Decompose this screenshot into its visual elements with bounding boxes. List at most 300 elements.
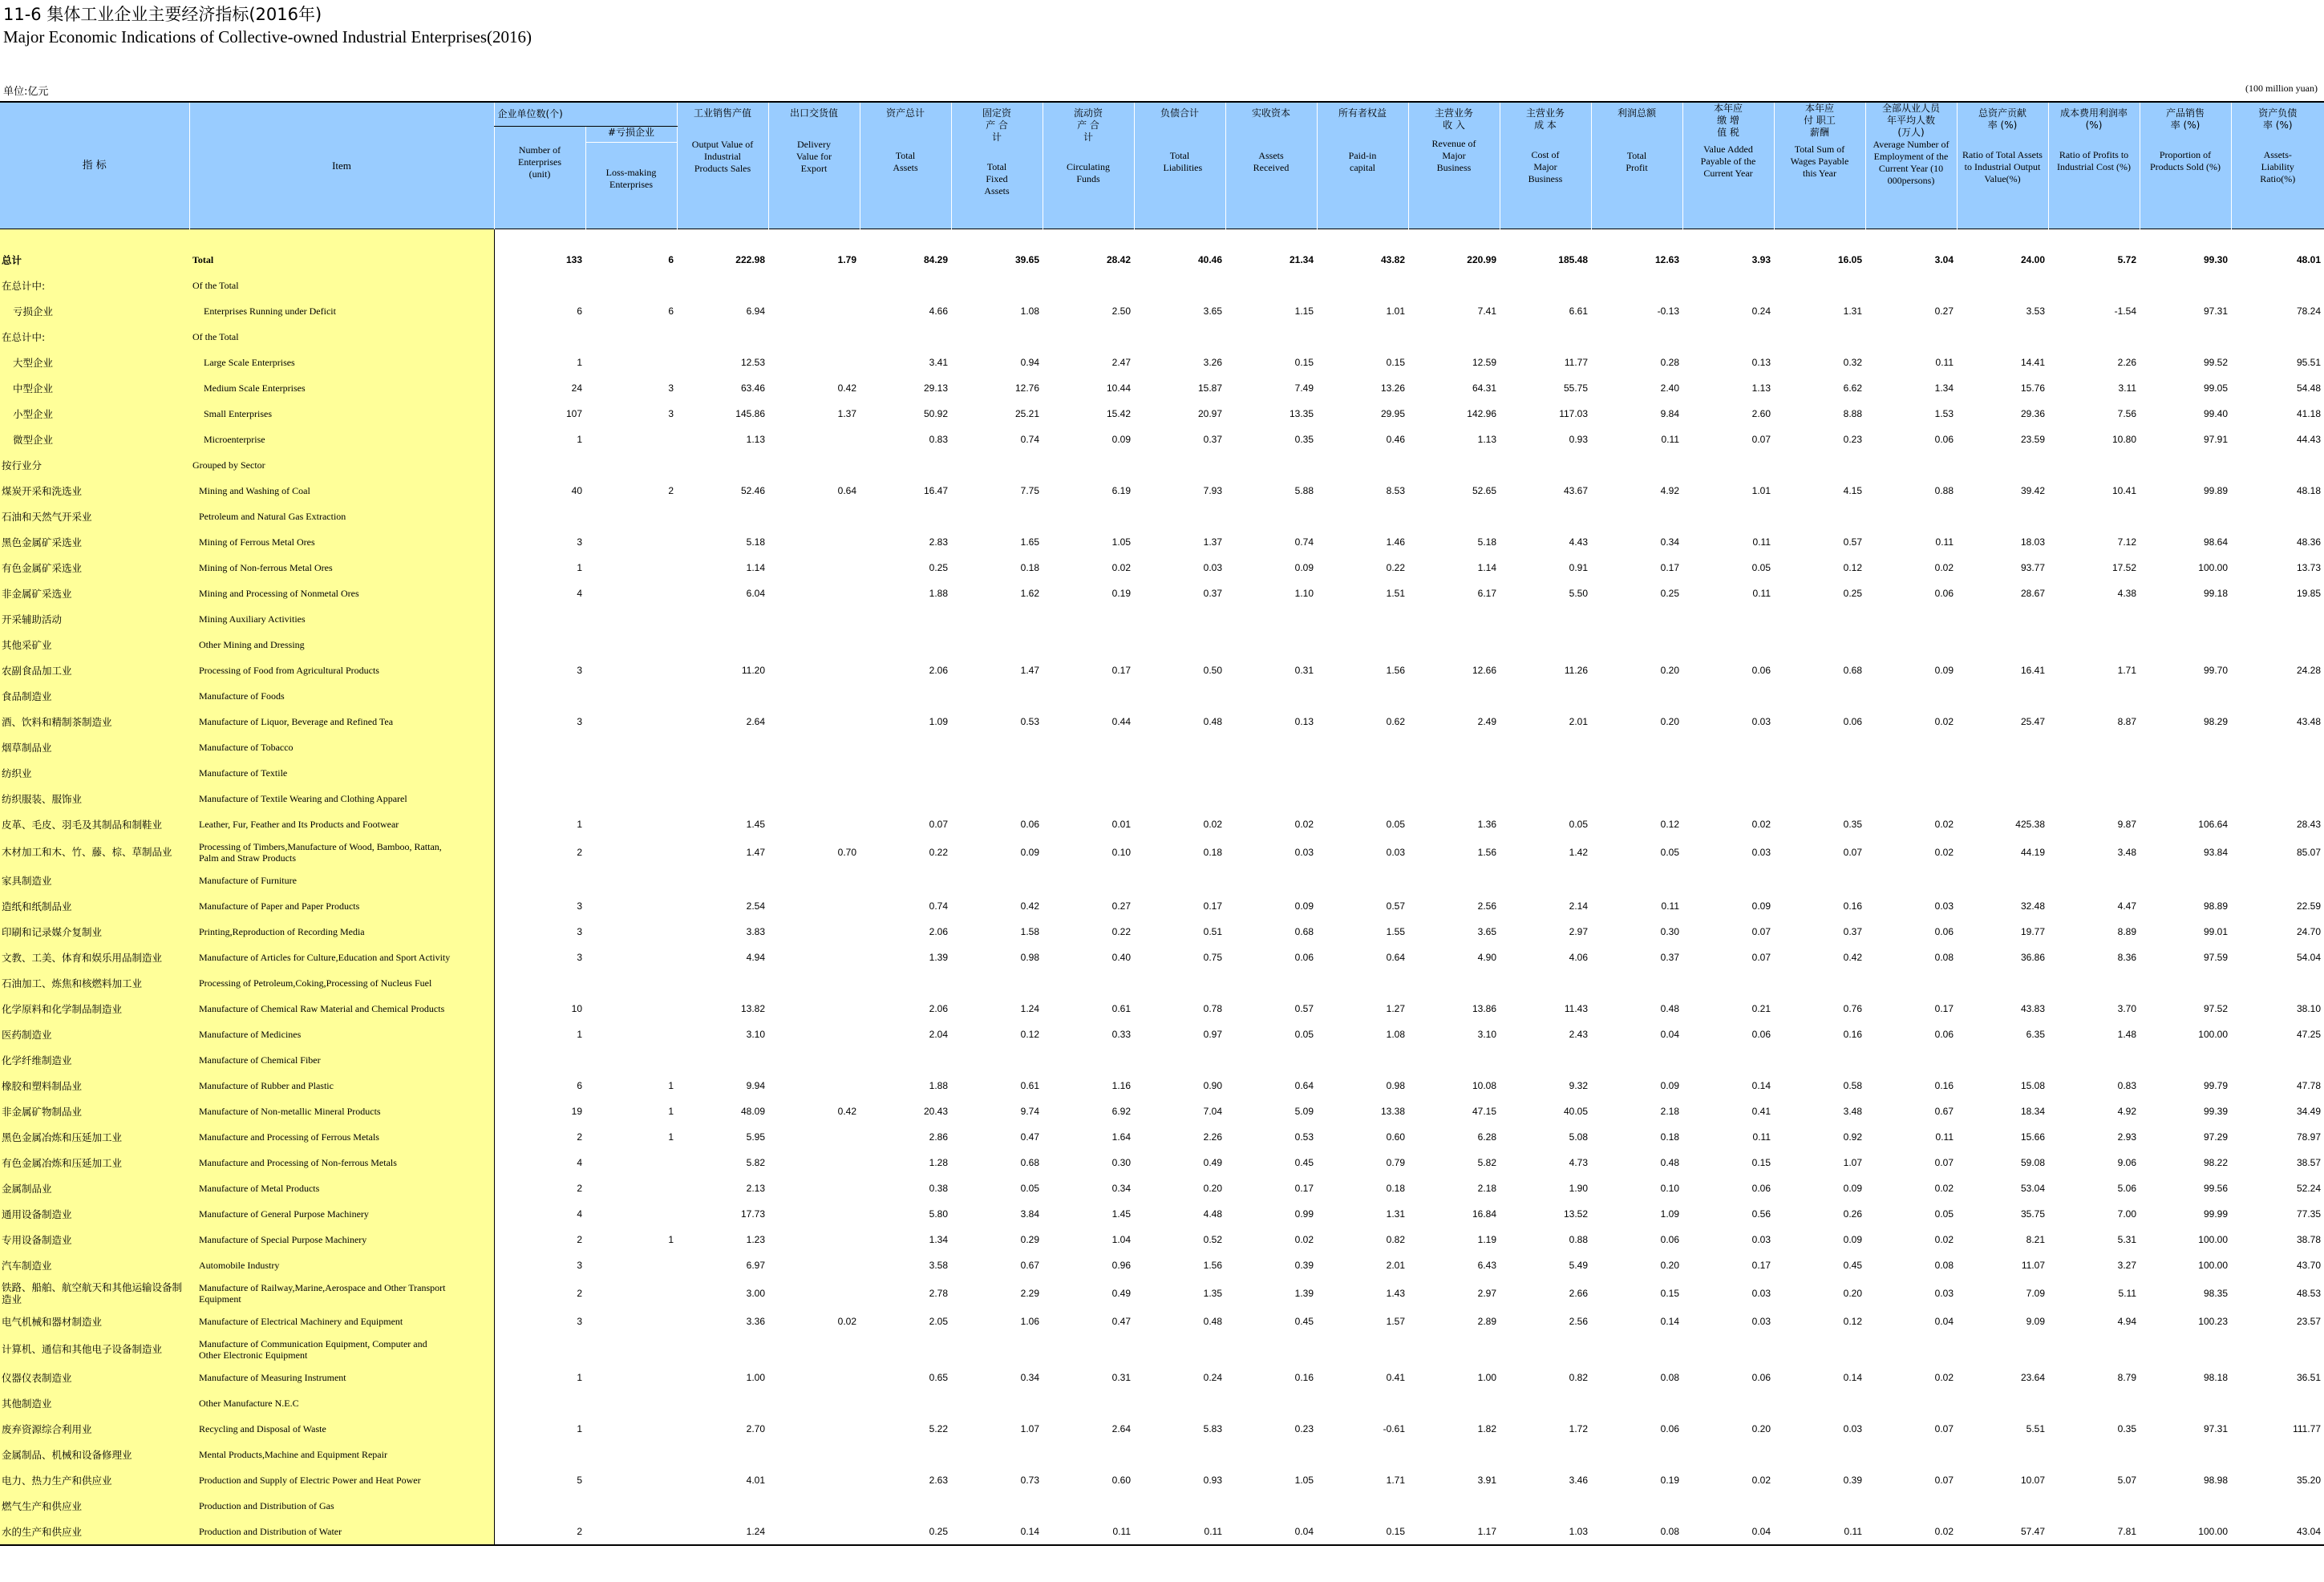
value-cell: 78.24 <box>2296 305 2321 317</box>
value-cell: 6.35 <box>2026 1028 2045 1040</box>
value-cell: 3 <box>668 407 674 419</box>
row-label-cn: 在总计中: <box>0 273 189 298</box>
value-cell: 0.45 <box>1294 1315 1314 1327</box>
table-row <box>0 581 2324 606</box>
value-cell: 0.83 <box>929 433 948 445</box>
value-cell: 1.51 <box>1386 587 1405 599</box>
value-cell <box>1865 632 1957 657</box>
value-cell: 13.73 <box>2296 561 2321 573</box>
value-cell <box>1591 504 1682 529</box>
value-cell: 2.78 <box>929 1287 948 1299</box>
row-label-cn: 其他制造业 <box>0 1390 189 1416</box>
value-cell: 0.14 <box>1751 1079 1771 1091</box>
value-cell <box>1134 632 1225 657</box>
value-cell <box>585 893 677 919</box>
value-cell: 0.07 <box>1934 1422 1954 1434</box>
value-cell: 2.14 <box>1569 900 1588 912</box>
value-cell <box>585 324 677 350</box>
value-cell: 4.73 <box>1569 1156 1588 1168</box>
value-cell: 0.34 <box>1660 536 1679 548</box>
value-cell: 1.13 <box>746 433 765 445</box>
value-cell: 1.07 <box>1020 1422 1039 1434</box>
value-cell <box>585 1519 677 1545</box>
value-cell <box>677 606 768 632</box>
value-cell: 0.08 <box>1591 1519 1682 1545</box>
row-label-cn: 黑色金属矿采选业 <box>0 529 189 555</box>
value-cell <box>1043 452 1134 478</box>
value-cell <box>677 683 768 709</box>
value-cell: 0.18 <box>1020 561 1039 573</box>
value-cell: 0.33 <box>1111 1028 1131 1040</box>
value-cell: 0.88 <box>1569 1233 1588 1245</box>
value-cell: 0.35 <box>2117 1422 2136 1434</box>
value-cell: 1.57 <box>1386 1315 1405 1327</box>
value-cell: 2.26 <box>1203 1131 1222 1143</box>
value-cell: 77.35 <box>2296 1208 2321 1220</box>
value-cell: 1.72 <box>1569 1422 1588 1434</box>
value-cell <box>768 606 860 632</box>
value-cell: 0.14 <box>1660 1315 1679 1327</box>
value-cell: 6 <box>577 305 582 317</box>
value-cell: 0.11 <box>1774 1519 1865 1545</box>
row-label-cn: 烟草制品业 <box>0 734 189 760</box>
value-cell <box>1500 452 1591 478</box>
value-cell <box>1591 760 1682 786</box>
value-cell <box>1865 1334 1957 1365</box>
value-cell <box>585 1309 677 1334</box>
value-cell <box>1134 452 1225 478</box>
value-cell <box>951 324 1043 350</box>
value-cell: 1.27 <box>1386 1002 1405 1014</box>
value-cell: 145.86 <box>735 407 765 419</box>
value-cell <box>768 1390 860 1416</box>
table-row <box>0 837 2324 868</box>
value-cell: 0.06 <box>1751 1371 1771 1383</box>
value-cell <box>768 786 860 811</box>
value-cell: 2.97 <box>1477 1287 1496 1299</box>
value-cell <box>1500 504 1591 529</box>
value-cell: 2.40 <box>1660 382 1679 394</box>
value-cell <box>768 683 860 709</box>
value-cell <box>768 1467 860 1493</box>
value-cell <box>585 581 677 606</box>
value-cell <box>1774 324 1865 350</box>
value-cell: 3.00 <box>746 1287 765 1299</box>
value-cell <box>1591 452 1682 478</box>
value-cell: 0.11 <box>1935 356 1954 368</box>
value-cell: 100.00 <box>2198 1028 2228 1040</box>
value-cell: 0.48 <box>1660 1156 1679 1168</box>
value-cell <box>494 1442 585 1467</box>
value-cell <box>1774 734 1865 760</box>
table-row <box>0 1493 2324 1519</box>
value-cell <box>768 1334 860 1365</box>
value-cell <box>860 273 951 298</box>
table-row <box>0 1227 2324 1252</box>
value-cell <box>1774 606 1865 632</box>
value-cell <box>494 273 585 298</box>
value-cell: 0.98 <box>1020 951 1039 963</box>
value-cell: 13.82 <box>740 1002 765 1014</box>
value-cell: 99.79 <box>2203 1079 2228 1091</box>
value-cell <box>1957 324 2048 350</box>
value-cell: -0.61 <box>1383 1422 1405 1434</box>
value-cell <box>585 1442 677 1467</box>
value-cell <box>768 811 860 837</box>
value-cell <box>1500 683 1591 709</box>
value-cell: 1.00 <box>1477 1371 1496 1383</box>
value-cell <box>1317 734 1408 760</box>
table-row <box>0 606 2324 632</box>
header-col-10: 主营业务 收 入 Revenue of Major Business <box>1408 102 1500 229</box>
value-cell: 3.10 <box>1477 1028 1496 1040</box>
value-cell <box>951 1047 1043 1073</box>
value-cell: 0.97 <box>1203 1028 1222 1040</box>
value-cell <box>494 1390 585 1416</box>
value-cell: 3.11 <box>2118 382 2136 394</box>
value-cell <box>1865 683 1957 709</box>
row-label-en: Manufacture of Measuring Instrument <box>189 1365 494 1390</box>
value-cell <box>768 919 860 945</box>
value-cell: 5.07 <box>2117 1474 2136 1486</box>
row-label-en: Microenterprise <box>189 427 494 452</box>
value-cell: 2.70 <box>746 1422 765 1434</box>
value-cell <box>2231 760 2324 786</box>
value-cell: 63.46 <box>740 382 765 394</box>
value-cell: -1.54 <box>2114 305 2136 317</box>
value-cell <box>585 1022 677 1047</box>
value-cell: 2.47 <box>1111 356 1131 368</box>
value-cell <box>1225 1390 1317 1416</box>
value-cell: 0.02 <box>1934 561 1954 573</box>
value-cell: 0.07 <box>1751 951 1771 963</box>
value-cell: 3.65 <box>1477 925 1496 937</box>
value-cell: 0.67 <box>1020 1259 1039 1271</box>
value-cell: 1 <box>668 1233 674 1245</box>
value-cell: 0.02 <box>1751 1474 1771 1486</box>
value-cell <box>1317 1334 1408 1365</box>
value-cell: 5.51 <box>2026 1422 2045 1434</box>
value-cell <box>1500 786 1591 811</box>
row-label-en: Mining of Non-ferrous Metal Ores <box>189 555 494 581</box>
value-cell <box>2231 1390 2324 1416</box>
value-cell: 39.42 <box>2020 484 2045 496</box>
value-cell: 2.05 <box>929 1315 948 1327</box>
value-cell: 0.42 <box>1843 951 1862 963</box>
value-cell <box>1043 970 1134 996</box>
value-cell <box>2140 452 2231 478</box>
value-cell: 48.09 <box>740 1105 765 1117</box>
value-cell: 3.04 <box>1934 253 1954 265</box>
value-cell <box>860 1334 951 1365</box>
value-cell: 1.01 <box>1751 484 1771 496</box>
row-label-en: Of the Total <box>189 273 494 298</box>
value-cell: 4 <box>577 587 582 599</box>
value-cell <box>1134 734 1225 760</box>
value-cell <box>1408 683 1500 709</box>
value-cell <box>768 760 860 786</box>
value-cell <box>585 657 677 683</box>
value-cell: 20.97 <box>1197 407 1222 419</box>
value-cell: 3 <box>577 536 582 548</box>
value-cell: 0.49 <box>1111 1287 1131 1299</box>
value-cell <box>1043 504 1134 529</box>
value-cell: 41.18 <box>2296 407 2321 419</box>
value-cell: 2.43 <box>1569 1028 1588 1040</box>
value-cell: 0.06 <box>1934 1028 1954 1040</box>
value-cell: 1.04 <box>1111 1233 1131 1245</box>
row-label-en: Manufacture of Chemical Fiber <box>189 1047 494 1073</box>
value-cell: 0.03 <box>1843 1422 1862 1434</box>
value-cell: 17.52 <box>2111 561 2136 573</box>
value-cell <box>585 1334 677 1365</box>
value-cell <box>1500 632 1591 657</box>
value-cell: 0.35 <box>1294 433 1314 445</box>
value-cell: 0.74 <box>929 900 948 912</box>
value-cell: 1.35 <box>1203 1287 1222 1299</box>
value-cell: 3.93 <box>1751 253 1771 265</box>
value-cell: 93.77 <box>2020 561 2045 573</box>
value-cell <box>860 632 951 657</box>
value-cell: 2 <box>577 1233 582 1245</box>
value-cell: 4.94 <box>746 951 765 963</box>
value-cell <box>1591 606 1682 632</box>
value-cell: 0.32 <box>1843 356 1862 368</box>
value-cell <box>768 1073 860 1098</box>
value-cell <box>1682 452 1774 478</box>
value-cell: 5.82 <box>1477 1156 1496 1168</box>
value-cell: 5.18 <box>746 536 765 548</box>
value-cell: 0.14 <box>1843 1371 1862 1383</box>
value-cell <box>1225 760 1317 786</box>
value-cell <box>1225 734 1317 760</box>
table-row <box>0 1175 2324 1201</box>
value-cell: 38.78 <box>2296 1233 2321 1245</box>
value-cell <box>1500 868 1591 893</box>
value-cell: 15.66 <box>2020 1131 2045 1143</box>
value-cell <box>1134 683 1225 709</box>
table-row <box>0 1416 2324 1442</box>
value-cell: 3.91 <box>1477 1474 1496 1486</box>
value-cell: 1.34 <box>929 1233 948 1245</box>
value-cell: 1.46 <box>1386 536 1405 548</box>
table-row <box>0 760 2324 786</box>
value-cell: 0.50 <box>1203 664 1222 676</box>
value-cell: 0.14 <box>951 1519 1043 1545</box>
value-cell: 100.00 <box>2198 1259 2228 1271</box>
row-label-en: Manufacture of Rubber and Plastic <box>189 1073 494 1098</box>
value-cell <box>1134 1390 1225 1416</box>
header-col-15: 全部从业人员 年平均人数 (万人) Average Number of Employment of the Current Year (10 000persons) <box>1865 102 1957 229</box>
value-cell: 64.31 <box>1472 382 1496 394</box>
table-row <box>0 427 2324 452</box>
value-cell: 1.06 <box>1020 1315 1039 1327</box>
value-cell: 3.58 <box>929 1259 948 1271</box>
row-label-en: Production and Distribution of Water <box>189 1519 494 1545</box>
table-row <box>0 1201 2324 1227</box>
row-label-en: Total <box>189 247 494 273</box>
value-cell: 9.32 <box>1569 1079 1588 1091</box>
value-cell: 0.02 <box>1865 1519 1957 1545</box>
value-cell: 6.19 <box>1111 484 1131 496</box>
value-cell: 0.25 <box>1660 587 1679 599</box>
value-cell <box>1500 1442 1591 1467</box>
value-cell: 1.28 <box>929 1156 948 1168</box>
header-enterprises-group: 企业单位数(个) <box>494 102 677 126</box>
value-cell <box>1774 683 1865 709</box>
value-cell: 0.79 <box>1386 1156 1405 1168</box>
value-cell <box>1682 786 1774 811</box>
table-row <box>0 632 2324 657</box>
value-cell: 7.93 <box>1203 484 1222 496</box>
value-cell: 0.21 <box>1751 1002 1771 1014</box>
row-label-en: Manufacture of Communication Equipment, Computer and Other Electronic Equipment <box>189 1334 494 1365</box>
value-cell: 1.15 <box>1294 305 1314 317</box>
value-cell: 2.06 <box>929 664 948 676</box>
value-cell: 3 <box>577 715 582 727</box>
value-cell: 0.09 <box>1934 664 1954 676</box>
value-cell: 0.51 <box>1203 925 1222 937</box>
value-cell: 52.65 <box>1472 484 1496 496</box>
value-cell: 0.98 <box>1386 1079 1405 1091</box>
value-cell <box>2231 1047 2324 1073</box>
value-cell <box>494 606 585 632</box>
value-cell: 3 <box>577 900 582 912</box>
value-cell <box>1043 324 1134 350</box>
value-cell <box>860 1442 951 1467</box>
value-cell: 0.37 <box>1203 587 1222 599</box>
value-cell: 0.17 <box>1934 1002 1954 1014</box>
value-cell: 0.31 <box>1294 664 1314 676</box>
header-item-en: Item <box>189 102 494 229</box>
table-row <box>0 786 2324 811</box>
row-label-cn: 纺织业 <box>0 760 189 786</box>
header-col-18: 产品销售率 (%) Proportion of Products Sold (%) <box>2140 102 2231 229</box>
value-cell <box>585 760 677 786</box>
value-cell: 0.05 <box>1020 1182 1039 1194</box>
table-row <box>0 324 2324 350</box>
value-cell: 0.20 <box>1660 715 1679 727</box>
value-cell: 4.90 <box>1477 951 1496 963</box>
value-cell <box>860 760 951 786</box>
row-label-cn: 微型企业 <box>0 427 189 452</box>
value-cell <box>2140 760 2231 786</box>
value-cell <box>1225 786 1317 811</box>
value-cell: 2 <box>577 1131 582 1143</box>
value-cell: 9.74 <box>1020 1105 1039 1117</box>
value-cell <box>768 273 860 298</box>
value-cell: 36.51 <box>2296 1371 2321 1383</box>
value-cell <box>1591 786 1682 811</box>
value-cell <box>1043 1334 1134 1365</box>
value-cell: 0.17 <box>1111 664 1131 676</box>
value-cell: 1 <box>577 1028 582 1040</box>
value-cell <box>2140 970 2231 996</box>
value-cell: 85.07 <box>2296 846 2321 858</box>
value-cell <box>2231 452 2324 478</box>
header-col-2: 工业销售产值 Output Value of Industrial Products Sales <box>677 102 768 229</box>
value-cell: 0.48 <box>1203 1315 1222 1327</box>
value-cell: 24.28 <box>2296 664 2321 676</box>
value-cell: 7.56 <box>2117 407 2136 419</box>
table-row <box>0 1252 2324 1278</box>
value-cell: 35.20 <box>2296 1474 2321 1486</box>
value-cell <box>768 504 860 529</box>
row-label-en: Production and Supply of Electric Power and Heat Power <box>189 1467 494 1493</box>
value-cell: 2.89 <box>1477 1315 1496 1327</box>
value-cell: 1.07 <box>1843 1156 1862 1168</box>
value-cell <box>1774 1334 1865 1365</box>
value-cell: 0.17 <box>1751 1259 1771 1271</box>
value-cell: 0.20 <box>1660 664 1679 676</box>
value-cell: 0.11 <box>1043 1519 1134 1545</box>
row-label-cn: 金属制品业 <box>0 1175 189 1201</box>
value-cell: 0.06 <box>1020 818 1039 830</box>
value-cell: 0.06 <box>1751 1182 1771 1194</box>
value-cell <box>768 1022 860 1047</box>
value-cell <box>1957 1390 2048 1416</box>
header-col-17: 成本费用利润率 (%) Ratio of Profits to Industrial Cost (%) <box>2048 102 2140 229</box>
value-cell <box>585 1416 677 1442</box>
value-cell: 2.64 <box>1111 1422 1131 1434</box>
value-cell: 0.65 <box>929 1371 948 1383</box>
value-cell: 38.10 <box>2296 1002 2321 1014</box>
value-cell <box>1865 504 1957 529</box>
value-cell: 2.18 <box>1477 1182 1496 1194</box>
value-cell <box>860 868 951 893</box>
value-cell <box>1043 683 1134 709</box>
value-cell <box>585 606 677 632</box>
value-cell: 97.59 <box>2203 951 2228 963</box>
value-cell <box>1957 970 2048 996</box>
value-cell <box>2140 786 2231 811</box>
value-cell: 8.21 <box>2026 1233 2045 1245</box>
value-cell: 0.37 <box>1843 925 1862 937</box>
value-cell: 16.84 <box>1472 1208 1496 1220</box>
value-cell: 0.53 <box>1294 1131 1314 1143</box>
value-cell <box>1774 1442 1865 1467</box>
value-cell <box>1774 760 1865 786</box>
value-cell <box>677 273 768 298</box>
value-cell: 28.67 <box>2020 587 2045 599</box>
table-row <box>0 945 2324 970</box>
value-cell: 1.09 <box>1660 1208 1679 1220</box>
row-label-cn: 电力、热力生产和供应业 <box>0 1467 189 1493</box>
value-cell: 29.95 <box>1380 407 1405 419</box>
row-label-en: Leather, Fur, Feather and Its Products and Footwear <box>189 811 494 837</box>
value-cell <box>768 632 860 657</box>
value-cell: 3 <box>577 951 582 963</box>
value-cell: 1.82 <box>1477 1422 1496 1434</box>
table-row <box>0 811 2324 837</box>
value-cell: 0.58 <box>1843 1079 1862 1091</box>
value-cell: 1.37 <box>837 407 856 419</box>
value-cell <box>2140 1390 2231 1416</box>
value-cell: 97.31 <box>2203 305 2228 317</box>
value-cell <box>1225 273 1317 298</box>
value-cell <box>1774 452 1865 478</box>
value-cell <box>1865 606 1957 632</box>
header-col-9: 所有者权益 Paid-in capital <box>1317 102 1408 229</box>
value-cell: 0.47 <box>1020 1131 1039 1143</box>
value-cell: 98.22 <box>2203 1156 2228 1168</box>
value-cell: 2 <box>577 846 582 858</box>
value-cell: 0.18 <box>1203 846 1222 858</box>
value-cell: 1.42 <box>1569 846 1588 858</box>
row-label-cn: 开采辅助活动 <box>0 606 189 632</box>
value-cell: 0.18 <box>1660 1131 1679 1143</box>
value-cell: 0.09 <box>1111 433 1131 445</box>
